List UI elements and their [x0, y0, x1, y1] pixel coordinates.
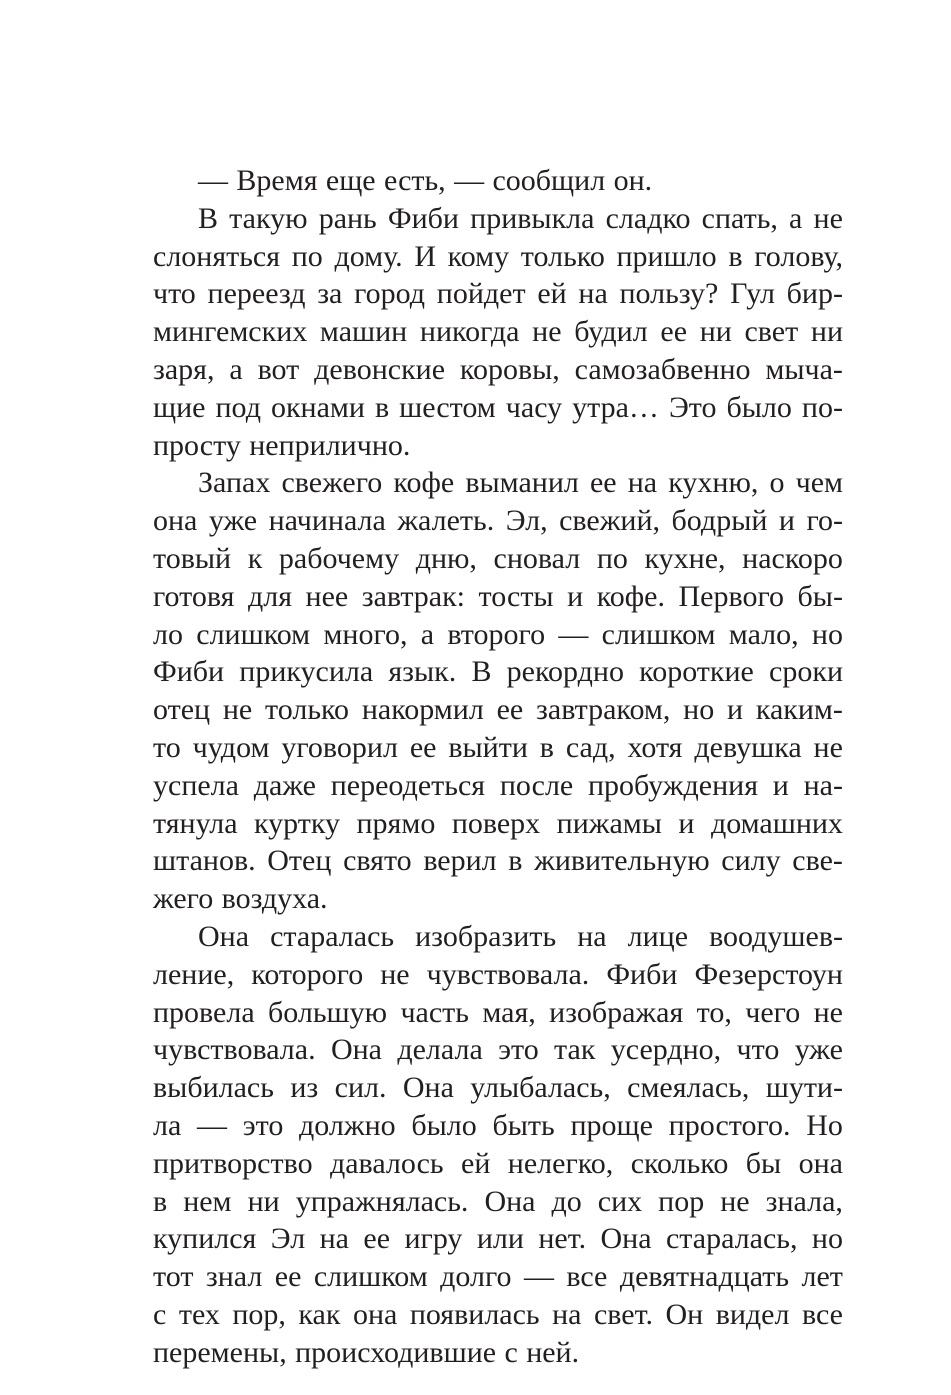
word: и [778, 504, 795, 538]
word: — [558, 617, 589, 651]
word: свежего [281, 466, 383, 500]
text-line [153, 805, 843, 843]
word: дому. [334, 239, 403, 273]
word: бир- [786, 277, 843, 311]
word: хотя [627, 730, 683, 764]
word: жего [153, 882, 214, 916]
word: сколько [630, 1146, 729, 1180]
word: накормил [361, 693, 484, 727]
word: коровы, [459, 352, 560, 386]
word: прямо [356, 806, 436, 840]
word: живительную [534, 844, 710, 878]
word: мингемских [153, 315, 308, 349]
word: — [523, 1260, 554, 1294]
word: на [577, 919, 607, 953]
text-line [153, 842, 843, 880]
word: а [789, 201, 803, 235]
word: све- [792, 844, 843, 878]
word: товый [153, 541, 232, 575]
word: старалась, [665, 1222, 798, 1256]
word: с [153, 1297, 167, 1331]
word: слишком [601, 617, 716, 651]
word: Она [330, 1033, 382, 1067]
text-line [153, 1107, 843, 1145]
word: Он [665, 1297, 704, 1331]
word: появилась [409, 1297, 540, 1331]
word: ей [461, 1146, 491, 1180]
word: которого [251, 957, 364, 991]
word: Но [806, 1108, 843, 1142]
word: привыкла [470, 201, 595, 235]
word: лет [801, 1260, 843, 1294]
word: усердно, [610, 1033, 722, 1067]
word: переезд [207, 277, 306, 311]
word: долго [440, 1260, 512, 1294]
word: а [229, 352, 243, 386]
word: свежий, [559, 504, 661, 538]
word: а [420, 617, 435, 651]
word: И [414, 239, 436, 273]
word: пор, [232, 1297, 286, 1331]
word: делала [397, 1033, 483, 1067]
text-line [153, 691, 843, 729]
word: никогда [419, 315, 520, 349]
word: домашних [710, 806, 843, 840]
word: пойдет [436, 277, 526, 311]
word: рекордно [506, 655, 624, 689]
word: не [720, 1184, 750, 1218]
word: переодеться [330, 768, 486, 802]
word: вот [257, 352, 300, 386]
word: верил [423, 844, 497, 878]
word: Она [484, 1184, 536, 1218]
word: не [813, 201, 843, 235]
word: дню, [415, 541, 477, 575]
word: ей [537, 277, 567, 311]
word: мало, [728, 617, 799, 651]
word: го- [806, 504, 843, 538]
word: короткие [639, 655, 754, 689]
text-line [153, 427, 843, 465]
word: сил. [334, 1071, 387, 1105]
word: в [508, 844, 523, 878]
word: это [498, 1033, 539, 1067]
word: пижамы [556, 806, 662, 840]
word: было [411, 1108, 477, 1142]
word: свято [343, 844, 412, 878]
word: Фезерстоун [694, 957, 843, 991]
word: но [683, 693, 715, 727]
word: Фиби [606, 957, 678, 991]
word: пользу? [619, 277, 719, 311]
word: на [578, 277, 608, 311]
word: нем [183, 1184, 232, 1218]
paragraph [153, 464, 843, 918]
word: наскоро [742, 541, 843, 575]
word: нелегко, [507, 1146, 614, 1180]
word: смеялась, [627, 1071, 750, 1105]
word: успела [153, 768, 239, 802]
paragraph [153, 918, 843, 1372]
word: отец [153, 693, 211, 727]
word: ни [247, 1184, 280, 1218]
word: по [596, 541, 628, 575]
word: готовя [153, 579, 235, 613]
word: куртку [254, 806, 341, 840]
word: воздуха. [221, 882, 328, 916]
word: перемены, [153, 1335, 287, 1369]
paragraph [153, 200, 843, 465]
word: лице [627, 919, 689, 953]
word: спать, [701, 201, 778, 235]
word: в [728, 239, 743, 273]
word: и [567, 579, 584, 613]
word: ее [496, 693, 524, 727]
word: о [769, 466, 785, 500]
word: бы- [797, 579, 843, 613]
word: мая, [482, 995, 536, 1029]
word: кофе [393, 466, 455, 500]
text-line [153, 956, 843, 994]
word: она [153, 504, 198, 538]
word: пробуждения [588, 768, 758, 802]
word: тянула [153, 806, 238, 840]
word: изобразить [415, 919, 557, 953]
text-line [153, 1296, 843, 1334]
word: начинала [268, 504, 386, 538]
word: ее [274, 1260, 302, 1294]
word: девушка [694, 730, 802, 764]
word: только [520, 239, 605, 273]
word: прикусила [239, 655, 374, 689]
word: язык. [388, 655, 457, 689]
word: сроки [769, 655, 843, 689]
word: самозабвенно [574, 352, 751, 386]
word: часть [400, 995, 469, 1029]
word: — [198, 164, 228, 197]
word: ла [153, 1108, 182, 1142]
word: пришло [616, 239, 717, 273]
word: Гул [730, 277, 775, 311]
word: до [551, 1184, 582, 1218]
word: должно [299, 1108, 396, 1142]
word: чего [745, 995, 801, 1029]
word: город [354, 277, 426, 311]
word: девятнадцать [619, 1260, 790, 1294]
word: то, [696, 995, 732, 1029]
text-line [153, 1220, 843, 1258]
word: Это [668, 390, 717, 424]
word: рань [318, 201, 377, 235]
word: штанов. [153, 844, 256, 878]
word: ее [660, 315, 688, 349]
word: в [374, 390, 390, 424]
word: Эл [270, 1222, 306, 1256]
word: Эл, [505, 504, 548, 538]
word: кухню, [668, 466, 759, 500]
text-line [153, 653, 843, 691]
word: жалеть. [397, 504, 495, 538]
word: не [813, 995, 843, 1029]
word: знал [205, 1260, 263, 1294]
word: но [811, 617, 843, 651]
word: с [504, 1335, 518, 1369]
word: Первого [678, 579, 785, 613]
word: машин [319, 315, 408, 349]
word: только [265, 693, 350, 727]
word: для [247, 579, 293, 613]
word: давалось [329, 1146, 444, 1180]
word: уже [794, 1033, 843, 1067]
word: чудом [192, 730, 270, 764]
word: будил [574, 315, 648, 349]
word: было [726, 390, 792, 424]
word: выманил [465, 466, 579, 500]
word: — [197, 1108, 228, 1142]
word: шути- [765, 1071, 843, 1105]
word: тот [153, 1260, 194, 1294]
word: из [290, 1071, 319, 1105]
word: она [352, 1297, 398, 1331]
word: просту [153, 428, 241, 462]
word: В [198, 201, 219, 235]
word: Время [236, 164, 318, 197]
word: на- [803, 768, 843, 802]
word: кухне, [644, 541, 726, 575]
word: проще [570, 1108, 653, 1142]
word: завтрак: [361, 579, 466, 613]
word: сих [597, 1184, 643, 1218]
word: слишком [196, 617, 311, 651]
word: есть, [384, 164, 446, 197]
word: щие [153, 390, 206, 424]
word: часу [505, 390, 563, 424]
word: неприлично. [249, 428, 411, 462]
word: или [476, 1222, 524, 1256]
word: Она [600, 1222, 652, 1256]
word: Запах [198, 466, 271, 500]
text-line [153, 351, 843, 389]
word: каким- [755, 693, 843, 727]
word: все [566, 1260, 608, 1294]
word: по- [801, 390, 843, 424]
word: изображая [549, 995, 684, 1029]
text-line [153, 1258, 843, 1296]
word: свет. [593, 1297, 653, 1331]
word: слоняться [153, 239, 281, 273]
word: уже [208, 504, 258, 538]
word: ни [810, 315, 843, 349]
word: тосты [478, 579, 554, 613]
word: за [317, 277, 343, 311]
word: слишком [313, 1260, 428, 1294]
word: ее [363, 1222, 391, 1256]
text-line [153, 1183, 843, 1221]
word: так [554, 1033, 596, 1067]
word: окнами [270, 390, 365, 424]
word: и [772, 768, 789, 802]
word: сад, [565, 730, 616, 764]
word: но [811, 1222, 843, 1256]
word: большую [268, 995, 388, 1029]
word: что [736, 1033, 780, 1067]
word: притворство [153, 1146, 313, 1180]
word: в [539, 730, 554, 764]
word: голову, [754, 239, 843, 273]
word: ее [409, 730, 437, 764]
word: ее [589, 466, 617, 500]
text-line [153, 880, 843, 918]
word: заря, [153, 352, 215, 386]
word: видел [715, 1297, 790, 1331]
word: купился [153, 1222, 257, 1256]
word: на [319, 1222, 349, 1256]
word: быть [492, 1108, 555, 1142]
word: все [801, 1297, 843, 1331]
text-line [153, 313, 843, 351]
word: ло [153, 617, 183, 651]
word: и [727, 693, 744, 727]
word: после [499, 768, 574, 802]
word: пор [658, 1184, 705, 1218]
text-line [153, 1031, 843, 1069]
text-line [153, 1334, 843, 1372]
word: старалась [270, 919, 395, 953]
word: простого. [668, 1108, 791, 1142]
word: В [471, 655, 492, 689]
word: то [153, 730, 181, 764]
word: воодушев- [709, 919, 843, 953]
word: Отец [267, 844, 332, 878]
paragraph [153, 162, 843, 200]
text-line [153, 389, 843, 427]
word: улыбалась, [470, 1071, 611, 1105]
word: на [627, 466, 658, 500]
word: Она [402, 1071, 454, 1105]
word: такую [229, 201, 308, 235]
word: упражнялась. [295, 1184, 469, 1218]
text-line [153, 578, 843, 616]
word: происходившие [295, 1335, 497, 1369]
word: сообщил [492, 164, 606, 197]
word: ней. [526, 1335, 580, 1369]
word: силу [721, 844, 781, 878]
word: это [242, 1108, 284, 1142]
word: девонские [314, 352, 446, 386]
word: под [215, 390, 261, 424]
word: выйти [448, 730, 528, 764]
word: ление, [153, 957, 235, 991]
word: игру [404, 1222, 463, 1256]
text-line [153, 729, 843, 767]
word: кофе. [596, 579, 665, 613]
word: в [153, 1184, 168, 1218]
word: кому [447, 239, 510, 273]
word: шестом [399, 390, 496, 424]
text-line [153, 502, 843, 540]
word: нет. [538, 1222, 587, 1256]
text-line [153, 767, 843, 805]
word: бодрый [671, 504, 768, 538]
word: свет [744, 315, 799, 349]
word: Она [198, 919, 250, 953]
word: что [153, 277, 196, 311]
word: еще [325, 164, 376, 197]
word: поверх [451, 806, 541, 840]
word: Фиби [387, 201, 459, 235]
word: чувствовала. [426, 957, 590, 991]
word: даже [253, 768, 316, 802]
word: сладко [605, 201, 691, 235]
word: нее [305, 579, 349, 613]
word: и [678, 806, 695, 840]
word: по [291, 239, 323, 273]
text-line [153, 918, 843, 956]
text-line [153, 275, 843, 313]
text-line [153, 464, 843, 502]
word: к [247, 541, 263, 575]
word: мыча- [765, 352, 843, 386]
word: завтраком, [536, 693, 671, 727]
word: провела [153, 995, 255, 1029]
word: знала, [765, 1184, 843, 1218]
word: выбилась [153, 1071, 274, 1105]
word: чем [795, 466, 843, 500]
word: утра… [572, 390, 659, 424]
word: не [222, 693, 253, 727]
word: она [798, 1146, 843, 1180]
word: рабочему [278, 541, 400, 575]
word: как [298, 1297, 341, 1331]
text-line [153, 1145, 843, 1183]
word: тех [178, 1297, 220, 1331]
word: уговорил [281, 730, 398, 764]
word: чувствовала. [153, 1033, 316, 1067]
word: много, [323, 617, 408, 651]
word: не [380, 957, 410, 991]
word: бы [745, 1146, 782, 1180]
text-line [153, 200, 843, 238]
text-line [153, 1069, 843, 1107]
text-line [153, 238, 843, 276]
word: он. [613, 164, 653, 197]
text-line [153, 994, 843, 1032]
word: Фиби [153, 655, 225, 689]
word: не [813, 730, 843, 764]
word: ни [699, 315, 732, 349]
body-text [153, 162, 843, 1372]
text-line [153, 540, 843, 578]
word: второго [447, 617, 546, 651]
word: сновал [493, 541, 581, 575]
text-line [153, 162, 843, 200]
word: — [454, 164, 485, 197]
word: не [532, 315, 562, 349]
text-line [153, 616, 843, 654]
word: на [552, 1297, 582, 1331]
